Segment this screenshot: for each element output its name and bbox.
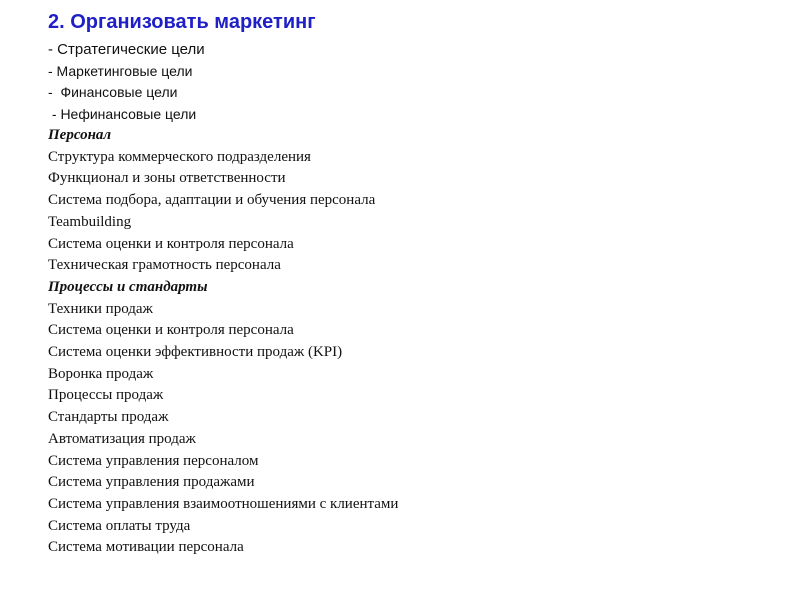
process-item: Система управления продажами [48, 474, 255, 491]
slide-content [48, 10, 788, 559]
processes-heading: Процессы и стандарты [48, 278, 208, 295]
process-item: Система оплаты труда [48, 517, 191, 534]
personnel-item: Teambuilding [48, 213, 132, 230]
process-item: Автоматизация продаж [48, 430, 196, 447]
process-item: Воронка продаж [48, 365, 154, 382]
process-item: Техники продаж [48, 300, 153, 317]
goal-item: - Стратегические цели [48, 41, 205, 58]
personnel-item: Функционал и зоны ответственности [48, 170, 286, 187]
personnel-item: Система подбора, адаптации и обучения персонала [48, 192, 376, 209]
personnel-list [48, 147, 788, 277]
slide-title: 2. Организовать маркетинг [48, 11, 316, 33]
goal-item: - Маркетинговые цели [48, 62, 193, 79]
goal-item: - Финансовые цели [48, 84, 178, 100]
process-item: Система оценки эффективности продаж (KPI) [48, 344, 343, 361]
personnel-item: Структура коммерческого подразделения [48, 148, 311, 165]
process-item: Система мотивации персонала [48, 539, 244, 556]
goals-list [48, 39, 788, 125]
process-item: Стандарты продаж [48, 409, 169, 426]
personnel-item: Техническая грамотность персонала [48, 257, 281, 274]
personnel-heading: Персонал [48, 127, 112, 143]
processes-list [48, 299, 788, 559]
goal-item: - Нефинансовые цели [48, 105, 197, 122]
process-item: Система управления персоналом [48, 452, 259, 469]
process-item: Процессы продаж [48, 387, 164, 404]
personnel-item: Система оценки и контроля персонала [48, 235, 294, 252]
process-item: Система оценки и контроля персонала [48, 322, 294, 339]
process-item: Система управления взаимоотношениями с клиентами [48, 495, 399, 512]
